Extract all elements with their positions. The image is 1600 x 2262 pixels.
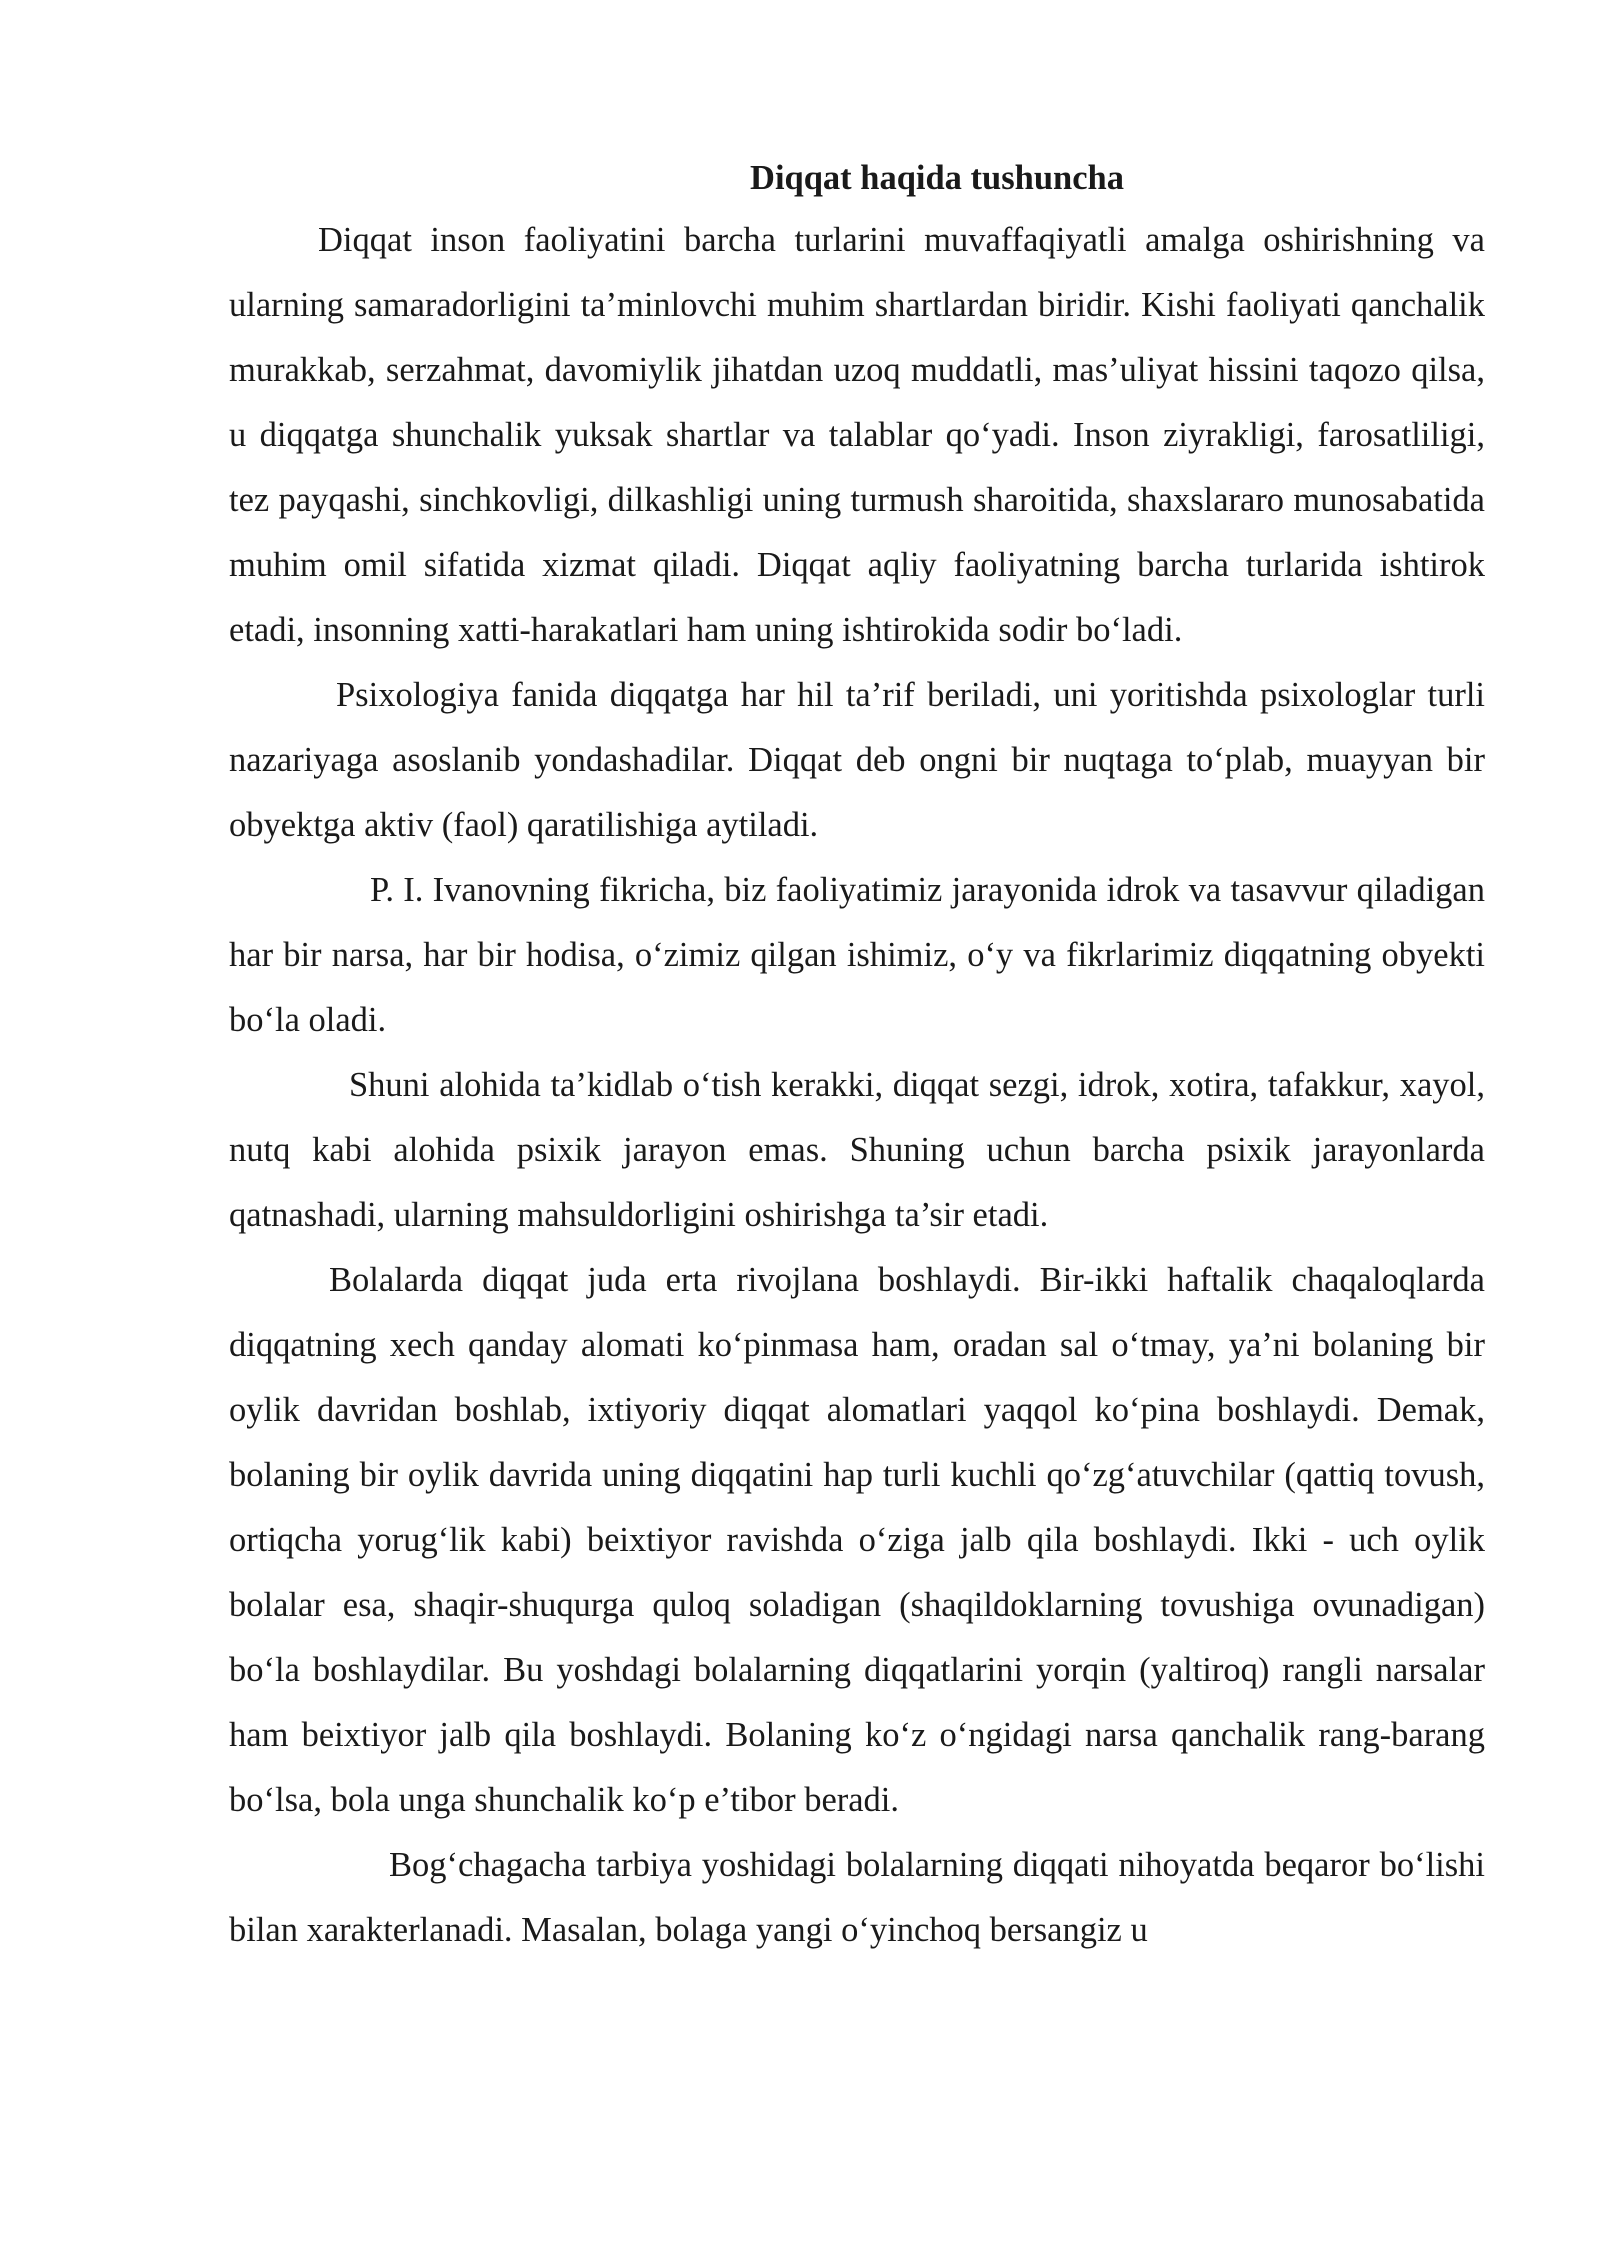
paragraph-3: P. I. Ivanovning fikricha, biz faoliyatimiz jarayonida idrok va tasavvur qiladigan har bir narsa, har bir hodisa, o‘zimiz qilgan ishimiz, o‘y va fikrlarimiz diqqatning obyekti bo‘la oladi. bbox=[229, 871, 1485, 1039]
document-body bbox=[229, 148, 1485, 1963]
paragraph-4: Shuni alohida ta’kidlab o‘tish kerakki, diqqat sezgi, idrok, xotira, tafakkur, xayol, nutq kabi alohida psixik jarayon emas. Shuning uchun barcha psixik jarayonlarda qatnashadi, ularning mahsuldorligini oshirishga ta’sir etadi. bbox=[229, 1066, 1485, 1234]
paragraph-1: Diqqat inson faoliyatini barcha turlarini muvaffaqiyatli amalga oshirishning va ularning samaradorligini ta’minlovchi muhim shartlardan biridir. Kishi faoliyati qanchalik murakkab, serzahmat, davomiylik jihatdan uzoq muddatli, mas’uliyat hissini taqozo qilsa, u diqqatga shunchalik yuksak shartlar va talablar qo‘yadi. Inson ziyrakligi, farosatliligi, tez payqashi, sinchkovligi, dilkashligi uning turmush sharoitida, shaxslararo munosabatida muhim omil sifatida xizmat qiladi. Diqqat aqliy faoliyatning barcha turlarida ishtirok etadi, insonning xatti-harakatlari ham uning ishtirokida sodir bo‘ladi. bbox=[229, 221, 1485, 649]
paragraph-2: Psixologiya fanida diqqatga har hil ta’rif beriladi, uni yoritishda psixologlar turli nazariyaga asoslanib yondashadilar. Diqqat deb ongni bir nuqtaga to‘plab, muayyan bir obyektga aktiv (faol) qaratilishiga aytiladi. bbox=[229, 676, 1485, 844]
document-title: Diqqat haqida tushuncha bbox=[750, 159, 1124, 197]
paragraph-6: Bog‘chagacha tarbiya yoshidagi bolalarning diqqati nihoyatda beqaror bo‘lishi bilan xarakterlanadi. Masalan, bolaga yangi o‘yinchoq bersangiz u bbox=[229, 1846, 1485, 1949]
paragraph-5: Bolalarda diqqat juda erta rivojlana boshlaydi. Bir-ikki haftalik chaqaloqlarda diqqatning xech qanday alomati ko‘pinmasa ham, oradan sal o‘tmay, ya’ni bolaning bir oylik davridan boshlab, ixtiyoriy diqqat alomatlari yaqqol ko‘pina boshlaydi. Demak, bolaning bir oylik davrida uning diqqatini hap turli kuchli qo‘zg‘atuvchilar (qattiq tovush, ortiqcha yorug‘lik kabi) beixtiyor ravishda o‘ziga jalb qila boshlaydi. Ikki - uch oylik bolalar esa, shaqir-shuqurga quloq soladigan (shaqildoklarning tovushiga ovunadigan) bo‘la boshlaydilar. Bu yoshdagi bolalarning diqqatlarini yorqin (yaltiroq) rangli narsalar ham beixtiyor jalb qila boshlaydi. Bolaning ko‘z o‘ngidagi narsa qanchalik rang-barang bo‘lsa, bola unga shunchalik ko‘p e’tibor beradi. bbox=[229, 1261, 1485, 1819]
